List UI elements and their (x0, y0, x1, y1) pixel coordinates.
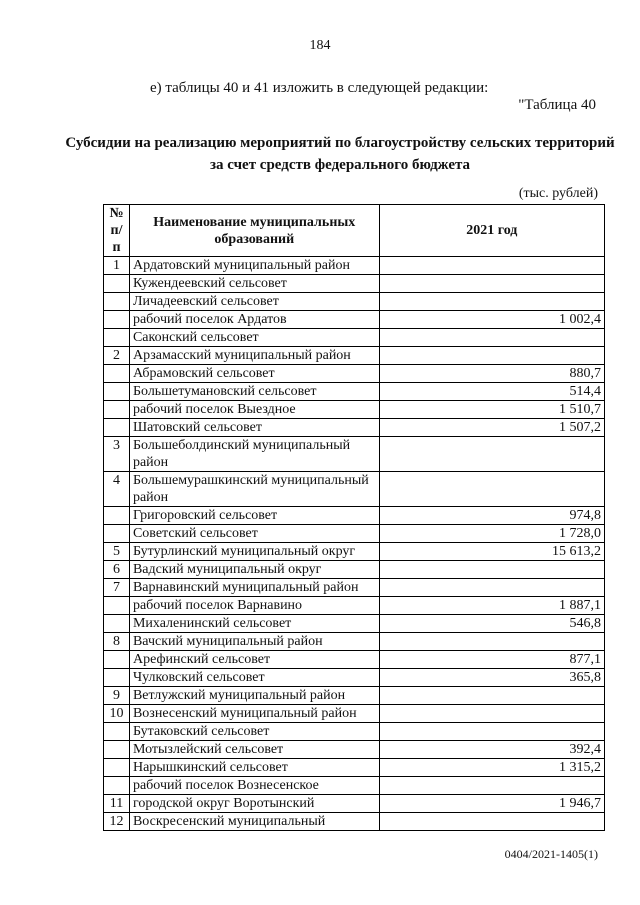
row-name: Большетумановский сельсовет (129, 383, 379, 401)
table-row (104, 651, 605, 669)
row-name: Личадеевский сельсовет (129, 293, 379, 311)
row-name: Советский сельсовет (129, 525, 379, 543)
table-row (104, 579, 605, 597)
row-value (379, 329, 604, 347)
row-name: Мотызлейский сельсовет (129, 741, 379, 759)
row-number: 3 (104, 437, 130, 472)
row-name: городской округ Воротынский (129, 795, 379, 813)
row-name: Саконский сельсовет (129, 329, 379, 347)
table-row (104, 293, 605, 311)
row-name: Михаленинский сельсовет (129, 615, 379, 633)
row-value: 365,8 (379, 669, 604, 687)
subsidy-table (103, 204, 605, 831)
row-name: Чулковский сельсовет (129, 669, 379, 687)
row-value (379, 561, 604, 579)
row-number (104, 507, 130, 525)
row-name: Большемурашкинский муниципальный район (129, 472, 379, 507)
row-name: рабочий поселок Вознесенское (129, 777, 379, 795)
row-value: 974,8 (379, 507, 604, 525)
row-number (104, 365, 130, 383)
table-row (104, 383, 605, 401)
table-row (104, 507, 605, 525)
row-number: 12 (104, 813, 130, 831)
table-row (104, 741, 605, 759)
row-value (379, 705, 604, 723)
header-number: № п/п (104, 205, 130, 257)
row-name: Арефинский сельсовет (129, 651, 379, 669)
row-value (379, 777, 604, 795)
row-name: рабочий поселок Ардатов (129, 311, 379, 329)
table-row (104, 795, 605, 813)
table-row (104, 329, 605, 347)
table-row (104, 419, 605, 437)
table-row (104, 275, 605, 293)
row-name: Абрамовский сельсовет (129, 365, 379, 383)
row-name: Большеболдинский муниципальный район (129, 437, 379, 472)
table-row (104, 401, 605, 419)
row-value (379, 275, 604, 293)
row-number (104, 669, 130, 687)
table-row (104, 633, 605, 651)
row-name: Арзамасский муниципальный район (129, 347, 379, 365)
row-number: 8 (104, 633, 130, 651)
row-value: 877,1 (379, 651, 604, 669)
table-row (104, 687, 605, 705)
row-number: 11 (104, 795, 130, 813)
row-name: Ардатовский муниципальный район (129, 257, 379, 275)
row-number (104, 275, 130, 293)
row-number (104, 401, 130, 419)
table-row (104, 311, 605, 329)
header-year: 2021 год (379, 205, 604, 257)
row-number: 10 (104, 705, 130, 723)
row-value (379, 813, 604, 831)
row-number: 4 (104, 472, 130, 507)
row-value: 1 728,0 (379, 525, 604, 543)
table-row (104, 365, 605, 383)
row-number (104, 759, 130, 777)
row-name: Григоровский сельсовет (129, 507, 379, 525)
intro-text: е) таблицы 40 и 41 изложить в следующей редакции: (150, 80, 489, 96)
row-value: 15 613,2 (379, 543, 604, 561)
table-header-row (104, 205, 605, 257)
row-value: 392,4 (379, 741, 604, 759)
row-name: Нарышкинский сельсовет (129, 759, 379, 777)
row-value (379, 437, 604, 472)
row-value: 1 946,7 (379, 795, 604, 813)
row-name: Вознесенский муниципальный район (129, 705, 379, 723)
row-number (104, 723, 130, 741)
table-row (104, 705, 605, 723)
table-row (104, 669, 605, 687)
units-note: (тыс. рублей) (518, 186, 598, 201)
row-name: Бутаковский сельсовет (129, 723, 379, 741)
table-label: "Таблица 40 (518, 97, 596, 113)
table-row (104, 472, 605, 507)
table-body (104, 257, 605, 831)
row-value (379, 633, 604, 651)
row-number: 7 (104, 579, 130, 597)
row-value (379, 723, 604, 741)
table-row (104, 257, 605, 275)
row-number (104, 311, 130, 329)
table-row (104, 561, 605, 579)
row-value (379, 347, 604, 365)
row-number (104, 651, 130, 669)
table-row (104, 597, 605, 615)
row-value: 1 315,2 (379, 759, 604, 777)
row-number (104, 383, 130, 401)
row-number: 5 (104, 543, 130, 561)
row-name: рабочий поселок Варнавино (129, 597, 379, 615)
row-number (104, 525, 130, 543)
table-row (104, 723, 605, 741)
row-value (379, 579, 604, 597)
table-row (104, 543, 605, 561)
row-value: 1 002,4 (379, 311, 604, 329)
row-number (104, 777, 130, 795)
row-name: Кужендеевский сельсовет (129, 275, 379, 293)
table-row (104, 525, 605, 543)
table-row (104, 813, 605, 831)
row-value: 514,4 (379, 383, 604, 401)
row-value (379, 293, 604, 311)
row-number (104, 597, 130, 615)
table-row (104, 615, 605, 633)
row-name: Шатовский сельсовет (129, 419, 379, 437)
row-number: 2 (104, 347, 130, 365)
row-value (379, 472, 604, 507)
table-row (104, 347, 605, 365)
row-number (104, 615, 130, 633)
document-code: 0404/2021-1405(1) (504, 847, 598, 861)
row-name: Воскресенский муниципальный (129, 813, 379, 831)
table-row (104, 437, 605, 472)
header-name: Наименование муниципальных образований (129, 205, 379, 257)
row-value: 880,7 (379, 365, 604, 383)
row-number (104, 293, 130, 311)
row-value: 1 887,1 (379, 597, 604, 615)
row-number: 9 (104, 687, 130, 705)
table-row (104, 759, 605, 777)
page-number: 184 (309, 38, 331, 53)
row-value: 1 510,7 (379, 401, 604, 419)
row-name: Вадский муниципальный округ (129, 561, 379, 579)
row-number (104, 419, 130, 437)
row-value: 1 507,2 (379, 419, 604, 437)
row-name: Бутурлинский муниципальный округ (129, 543, 379, 561)
row-number (104, 741, 130, 759)
row-number (104, 329, 130, 347)
row-number: 1 (104, 257, 130, 275)
table-title: Субсидии на реализацию мероприятий по благоустройству сельских территорий за счет средств федерального бюджета (65, 135, 615, 173)
row-value (379, 687, 604, 705)
row-name: Вачский муниципальный район (129, 633, 379, 651)
row-name: Варнавинский муниципальный район (129, 579, 379, 597)
row-number: 6 (104, 561, 130, 579)
row-name: рабочий поселок Выездное (129, 401, 379, 419)
row-value: 546,8 (379, 615, 604, 633)
table-row (104, 777, 605, 795)
row-name: Ветлужский муниципальный район (129, 687, 379, 705)
row-value (379, 257, 604, 275)
